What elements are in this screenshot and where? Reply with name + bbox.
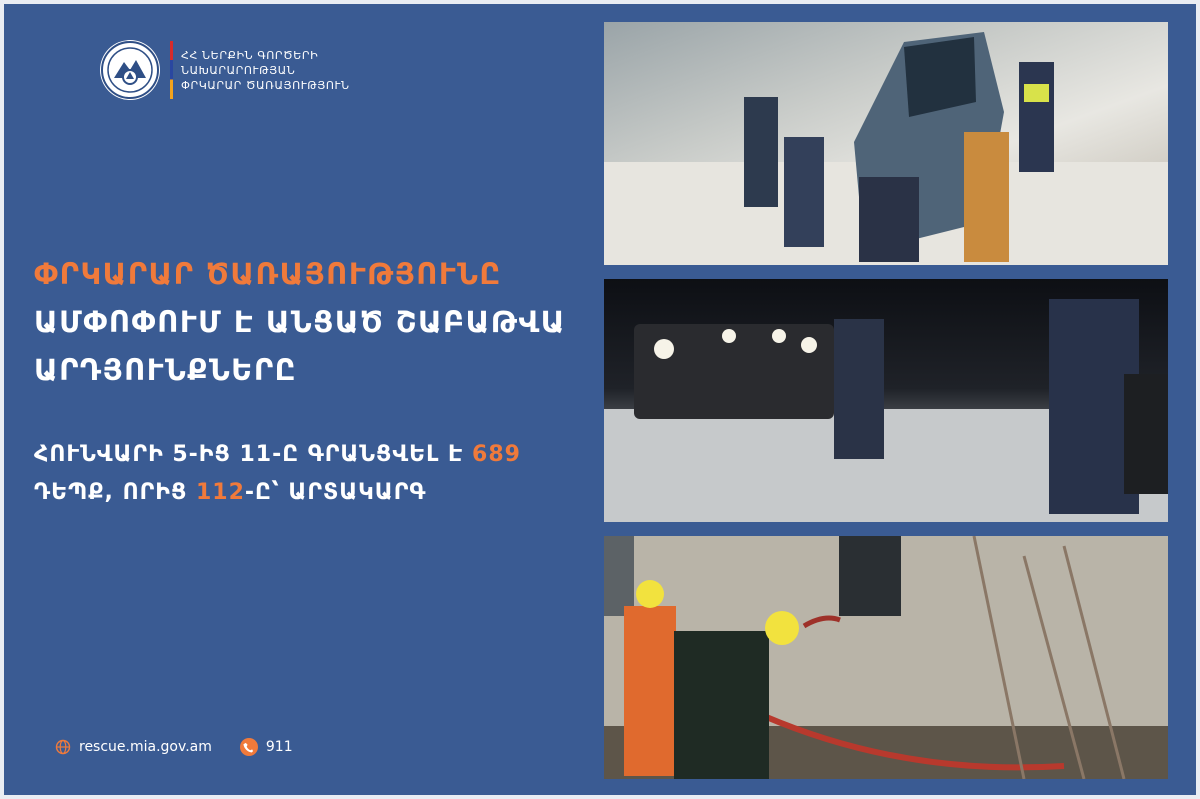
photo-fire-crew-building [604, 536, 1168, 779]
website-contact[interactable] [55, 739, 212, 755]
stats-line-2 [34, 474, 594, 512]
headline-line-2: ԱՄՓՈՓՈՒՄ Է ԱՆՑԱԾ ՇԱԲԱԹՎԱ [34, 305, 566, 339]
rescue-emblem-icon [100, 40, 160, 100]
phone-number[interactable]: 911 [265, 739, 293, 755]
stats-text [34, 436, 594, 512]
brand-block [100, 40, 350, 100]
stats-line-1 [34, 436, 594, 474]
headline-line-1: ՓՐԿԱՐԱՐ ԾԱՌԱՅՈՒԹՅՈՒՆԸ [34, 257, 502, 291]
phone-icon [240, 738, 258, 756]
org-name-line-1: ՀՀ ՆԵՐՔԻՆ ԳՈՐԾԵՐԻ [181, 48, 319, 62]
photo-car-accident-snow [604, 22, 1168, 265]
headline-line-3: ԱՐԴՅՈՒՆՔՆԵՐԸ [34, 353, 298, 387]
website-link[interactable]: rescue.mia.gov.am [79, 739, 212, 755]
org-name [181, 48, 350, 93]
urgent-count: 112 [195, 480, 245, 505]
headline [34, 250, 574, 394]
phone-contact[interactable] [240, 738, 293, 756]
globe-icon [55, 739, 71, 755]
contacts-bar [55, 738, 321, 756]
stats-line-2-suffix: -Ը՝ ԱՐՏԱԿԱՐԳ [244, 480, 427, 505]
org-name-line-2: ՆԱԽԱՐԱՐՈՒԹՅԱՆ [181, 63, 296, 77]
stats-line-1-text: ՀՈՒՆՎԱՐԻ 5-ԻՑ 11-Ը ԳՐԱՆՑՎԵԼ Է [34, 442, 473, 467]
photo-night-snowstorm [604, 279, 1168, 522]
flag-divider [170, 41, 173, 99]
org-name-line-3: ՓՐԿԱՐԱՐ ԾԱՌԱՅՈՒԹՅՈՒՆ [181, 78, 350, 92]
total-count: 689 [472, 442, 521, 467]
stats-line-2-text: ԴԵՊՔ, ՈՐԻՑ [34, 480, 196, 505]
